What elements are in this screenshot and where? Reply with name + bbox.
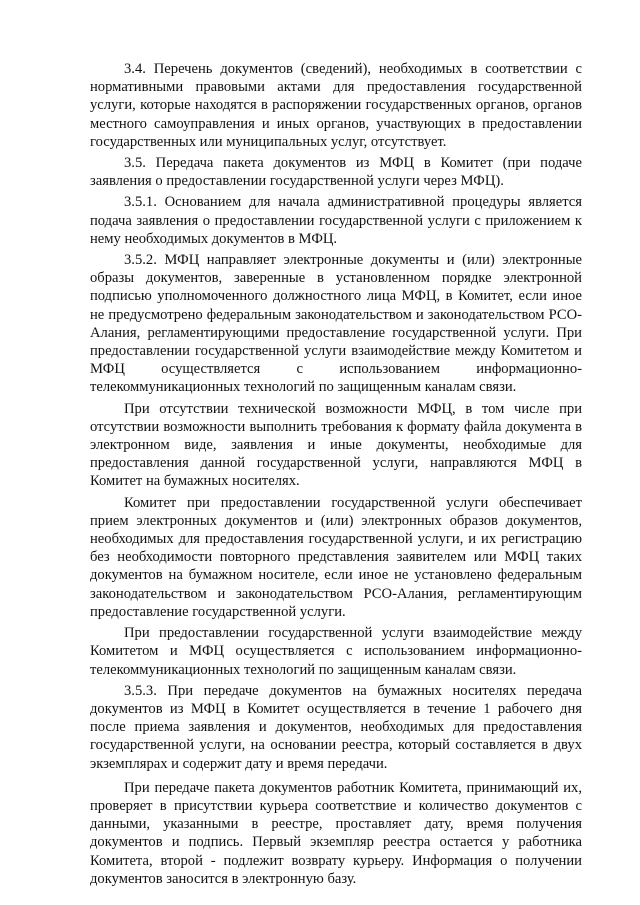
- paragraph-3-5-3: 3.5.3. При передаче документов на бумажных носителях передача документов из МФЦ в Комитет осуществляется в течение 1 рабочего дня после приема заявления и документов, необходимых для предоставления государственной услуги, на основании реестра, который составляется в двух экземплярах и содержит дату и время передачи.: [90, 682, 582, 772]
- paragraph-committee-reception: Комитет при предоставлении государственной услуги обеспечивает прием электронных документов и (или) электронных образов документов, необходимых для предоставления государственной услуги, и их регистрацию без необходимости повторного представления заявителем или МФЦ таких документов на бумажном носителе, если иное не установлено федеральным законодательством и законодательством РСО-Алания, регламентирующим предоставление государственной услуги.: [90, 494, 582, 620]
- paragraph-3-4: 3.4. Перечень документов (сведений), необходимых в соответствии с нормативными правовыми актами для предоставления государственной услуги, которые находятся в распоряжении государственных органов, органов местного самоуправления и иных органов, участвующих в предоставлении государственных или муниципальных услуг, отсутствует.: [90, 61, 582, 150]
- paragraph-registry-transfer: При передаче пакета документов работник Комитета, принимающий их, проверяет в присутствии курьера соответствие и количество документов с данными, указанными в реестре, проставляет дату, время получения документов и подпись. Первый экземпляр реестра остается у работника Комитета, второй - подлежит возврату курьеру. Информация о получении документов заносится в электронную базу.: [90, 779, 582, 887]
- paragraph-3-5: 3.5. Передача пакета документов из МФЦ в Комитет (при подаче заявления о предоставлении государственной услуги через МФЦ).: [90, 155, 582, 190]
- paragraph-3-5-2: 3.5.2. МФЦ направляет электронные документы и (или) электронные образы документов, заверенные в установленном порядке электронной подписью уполномоченного должностного лица МФЦ, в Комитет, если иное не предусмотрено федеральным законодательством и законодательством РСО-Алания, регламентирующими предоставление государственной услуги. При предоставлении государственной услуги взаимодействие между Комитетом и МФЦ осуществляется с использованием информационно-телекоммуникационных технологий по защищенным каналам связи.: [90, 252, 582, 396]
- paragraph-technical-absence: При отсутствии технической возможности МФЦ, в том числе при отсутствии возможности выполнить требования к формату файла документа в электронном виде, заявления и иные документы, необходимые для предоставления данной государственной услуги, направляются МФЦ в Комитет на бумажных носителях.: [90, 400, 582, 490]
- document-page: [90, 60, 582, 891]
- paragraph-interaction: При предоставлении государственной услуги взаимодействие между Комитетом и МФЦ осуществляется с использованием информационно-телекоммуникационных технологий по защищенным каналам связи.: [90, 625, 582, 678]
- paragraph-3-5-1: 3.5.1. Основанием для начала административной процедуры является подача заявления о предоставлении государственной услуги с приложением к нему необходимых документов в МФЦ.: [90, 194, 582, 247]
